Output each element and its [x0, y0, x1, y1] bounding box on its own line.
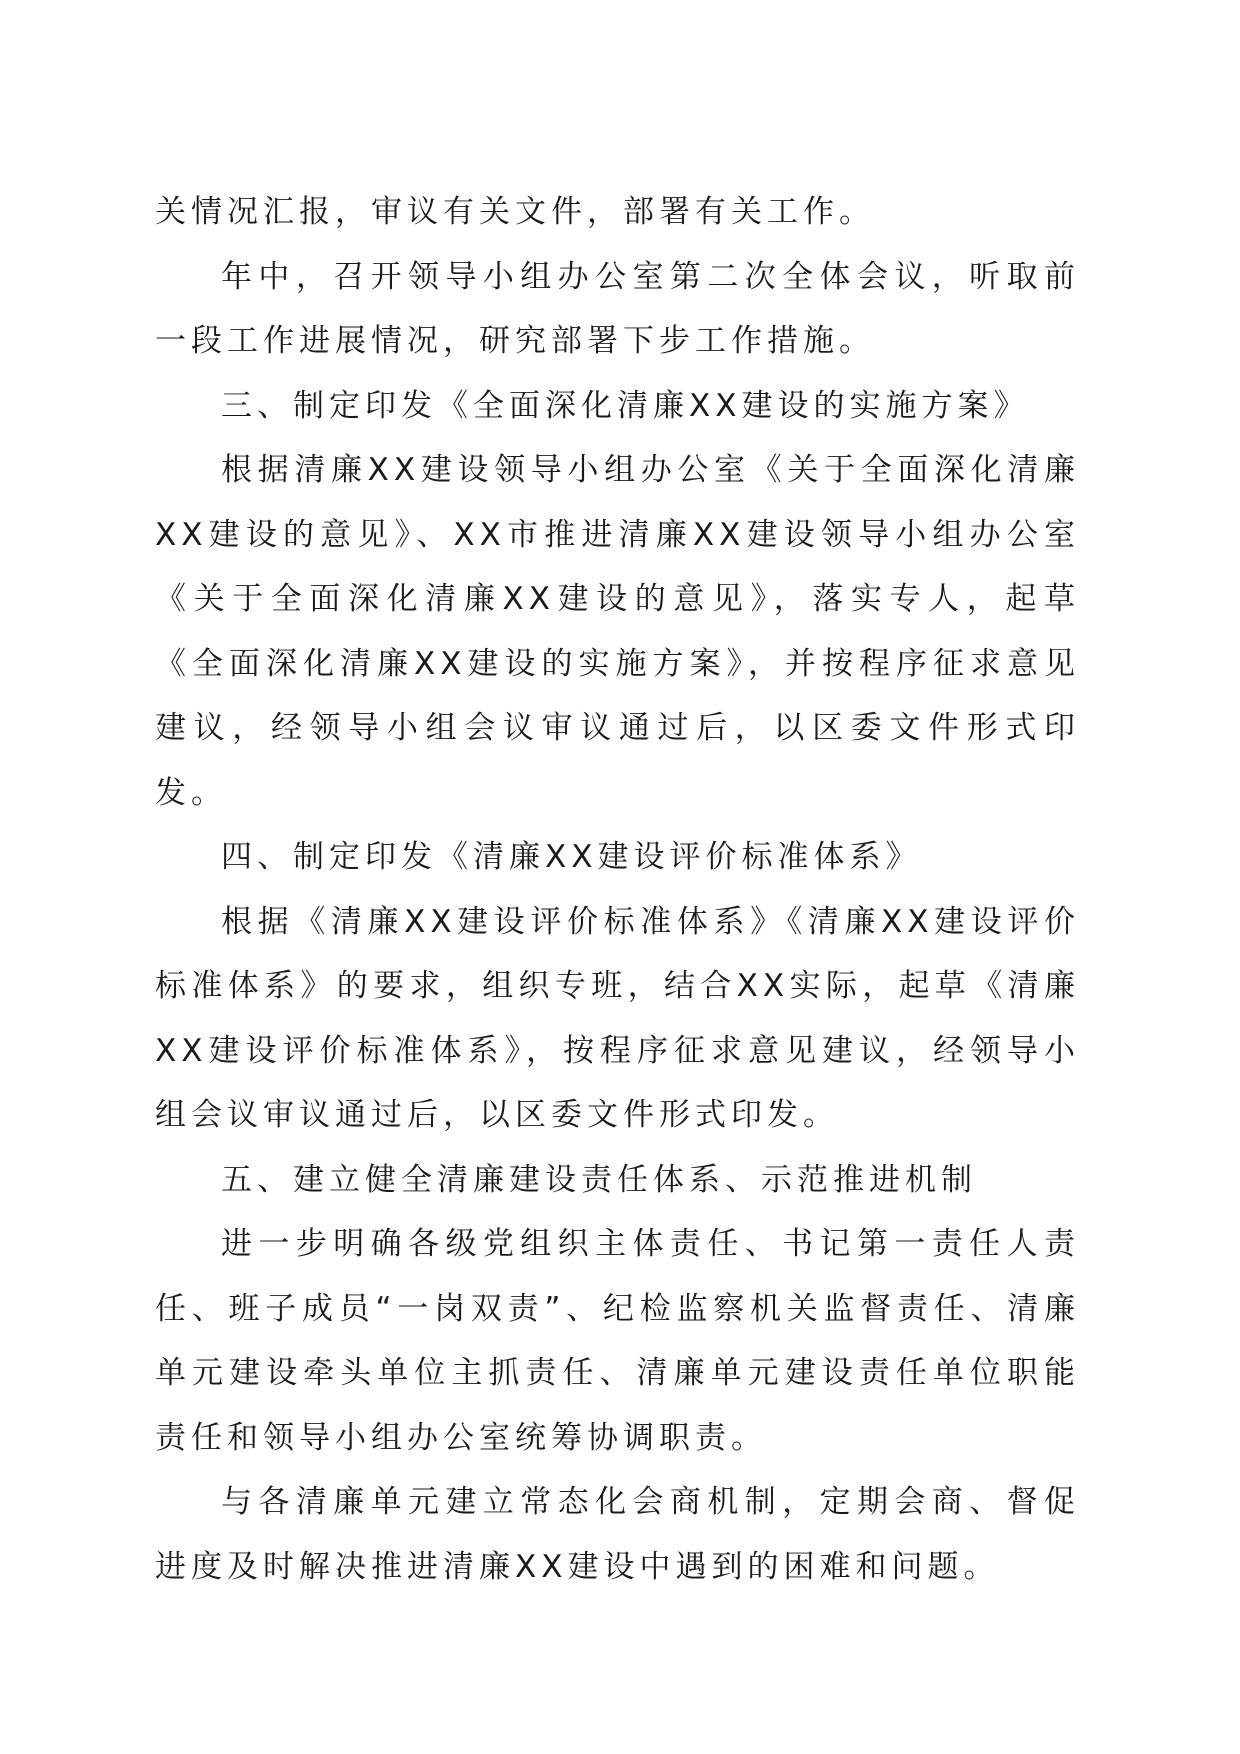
paragraph-section-5-consultation: 与各清廉单元建立常态化会商机制，定期会商、督促进度及时解决推进清廉XX建设中遇到的困难和问题。 [155, 1484, 1080, 1585]
section-heading-4: 四、制定印发《清廉XX建设评价标准体系》 [221, 839, 922, 875]
section-heading-5: 五、建立健全清廉建设责任体系、示范推进机制 [221, 1161, 977, 1198]
paragraph-mid-year-meeting: 年中，召开领导小组办公室第二次全体会议，听取前一段工作进展情况，研究部署下步工作措施。 [155, 258, 1080, 359]
section-heading-3: 三、制定印发《全面深化清廉XX建设的实施方案》 [221, 387, 1030, 424]
paragraph-section-4-body: 根据《清廉XX建设评价标准体系》《清廉XX建设评价标准体系》的要求，组织专班，结合XX实际，起草《清廉XX建设评价标准体系》，按程序征求意见建议，经领导小组会议审议通过后，以区委文件形式印发。 [155, 903, 1080, 1133]
document-body [155, 180, 1080, 1599]
paragraph-section-3-body: 根据清廉XX建设领导小组办公室《关于全面深化清廉XX建设的意见》、XX市推进清廉XX建设领导小组办公室《关于全面深化清廉XX建设的意见》，落实专人，起草《全面深化清廉XX建设的实施方案》，并按程序征求意见建议，经领导小组会议审议通过后，以区委文件形式印发。 [155, 452, 1080, 811]
paragraph-continuation: 关情况汇报，审议有关文件，部署有关工作。 [155, 194, 875, 230]
paragraph-section-5-body: 进一步明确各级党组织主体责任、书记第一责任人责任、班子成员“一岗双责”、纪检监察机关监督责任、清廉单元建设牵头单位主抓责任、清廉单元建设责任单位职能责任和领导小组办公室统筹协调职责。 [155, 1226, 1080, 1456]
